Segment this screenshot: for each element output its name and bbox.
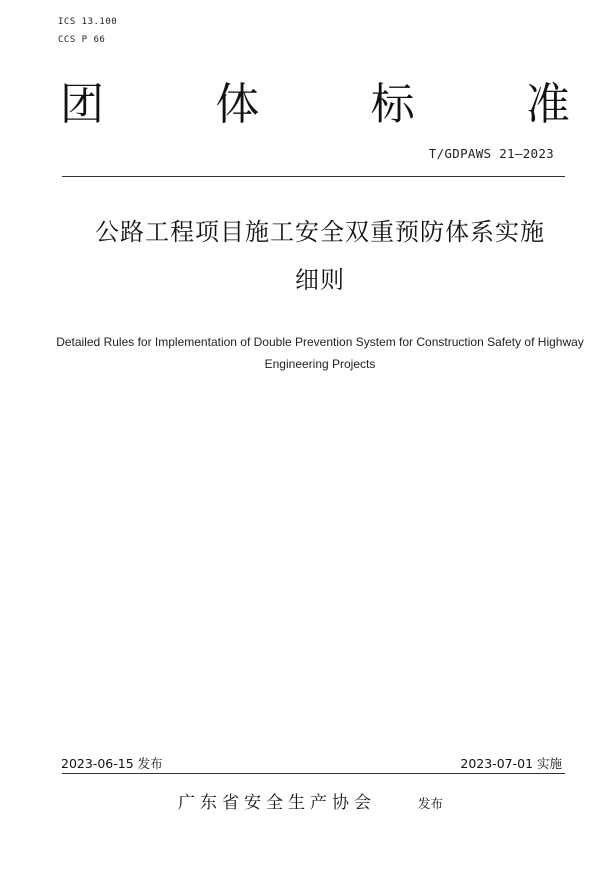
bottom-divider — [62, 773, 565, 774]
standard-number: T/GDPAWS 21—2023 — [428, 146, 554, 161]
chinese-title-line: 公路工程项目施工安全双重预防体系实施 — [95, 218, 545, 246]
chinese-title-line: 细则 — [295, 266, 345, 294]
standard-type-title — [60, 78, 570, 132]
ccs-code: CCS P 66 — [58, 35, 106, 45]
title-char: 体 — [215, 79, 260, 130]
implementation-date: 2023-07-01 实施 — [460, 756, 562, 771]
issuer-suffix: 发布 — [418, 796, 444, 811]
title-char: 标 — [370, 79, 415, 130]
issuer-block — [178, 788, 443, 813]
english-title — [40, 331, 600, 375]
chinese-title — [40, 208, 600, 304]
english-title-line: Engineering Projects — [264, 357, 376, 371]
issue-date: 2023-06-15 发布 — [61, 756, 163, 771]
english-title-line: Detailed Rules for Implementation of Double Prevention System for Construction Safety of Highway — [56, 335, 584, 349]
ics-code: ICS 13.100 — [58, 17, 118, 27]
top-divider — [62, 176, 565, 177]
title-char: 准 — [525, 79, 570, 130]
title-char: 团 — [60, 79, 104, 130]
issuer-name: 广东省安全生产协会 — [178, 793, 376, 813]
